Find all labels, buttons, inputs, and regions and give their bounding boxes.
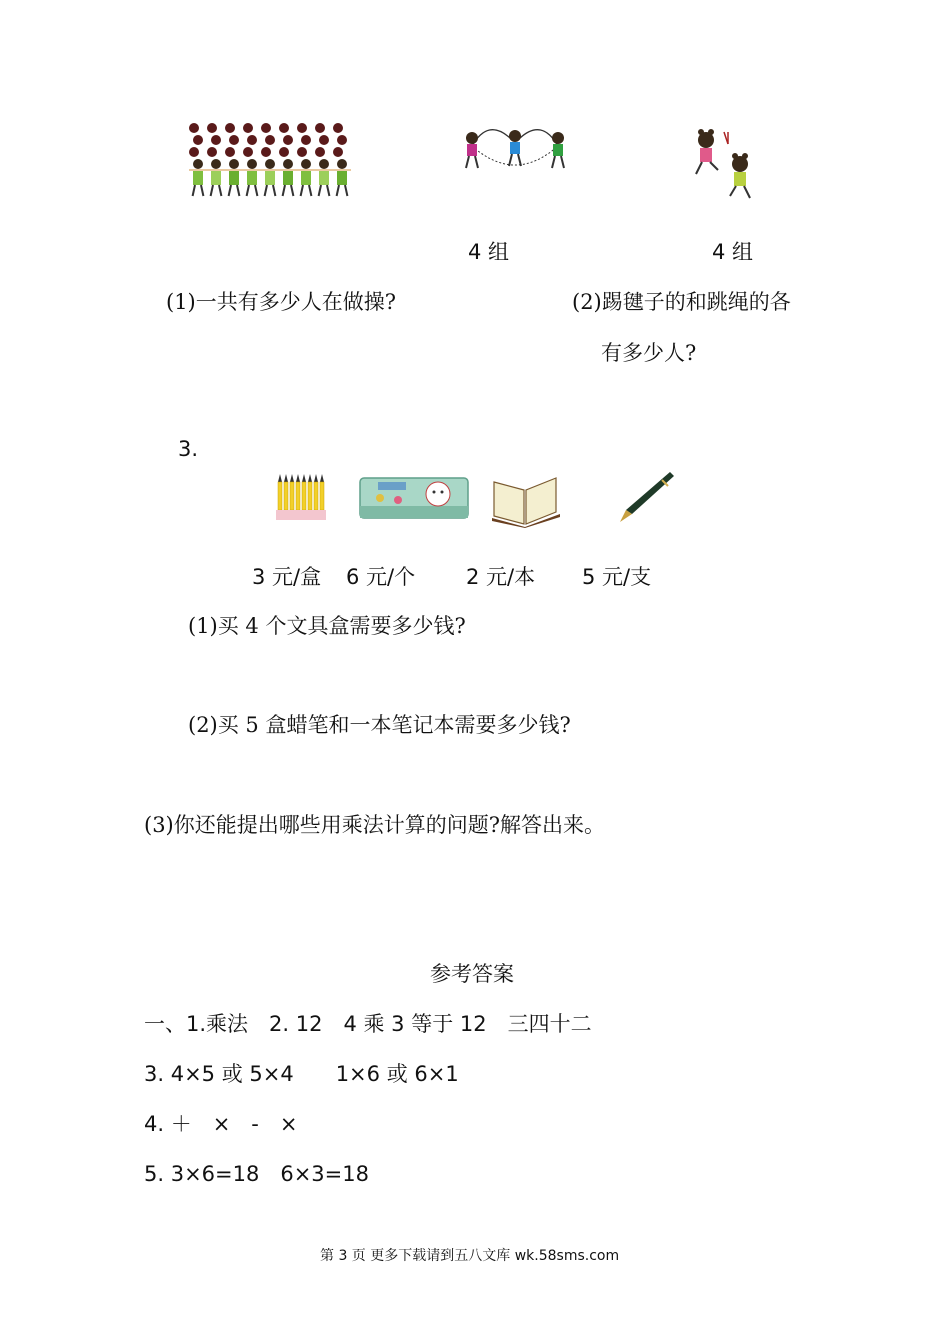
- problem3-number: 3.: [178, 437, 199, 461]
- jump-rope-icon: [458, 124, 572, 174]
- answers-title: 参考答案: [430, 962, 514, 986]
- answer-line-3: 4. ＋ × - ×: [144, 1112, 298, 1136]
- answer-line-1: 一、1.乘法 2. 12 4 乘 3 等于 12 三四十二: [144, 1012, 592, 1036]
- problem3-question-3: (3)你还能提出哪些用乘法计算的问题?解答出来。: [144, 813, 606, 837]
- price-pencil-case: 6 元/个: [346, 565, 416, 589]
- answer-line-4: 5. 3×6=18 6×3=18: [144, 1162, 369, 1186]
- fountain-pen-icon: [612, 470, 674, 524]
- problem3-question-1: (1)买 4 个文具盒需要多少钱?: [188, 614, 466, 638]
- crayon-box-icon: [276, 474, 326, 520]
- price-notebook: 2 元/本: [466, 565, 536, 589]
- shuttlecock-kick-icon: [688, 126, 764, 202]
- price-crayons: 3 元/盒: [252, 565, 322, 589]
- notebook-icon: [490, 472, 562, 528]
- problem3-question-2: (2)买 5 盒蜡笔和一本笔记本需要多少钱?: [188, 713, 571, 737]
- price-pen: 5 元/支: [582, 565, 652, 589]
- page-footer: 第 3 页 更多下载请到五八文库 wk.58sms.com: [320, 1248, 620, 1264]
- problem2-question-1: (1)一共有多少人在做操?: [166, 290, 397, 314]
- group-label-jump-rope: 4 组: [468, 240, 510, 264]
- problem2-question-2-line2: 有多少人?: [601, 341, 697, 365]
- exercise-crowd-icon: [186, 122, 352, 202]
- answer-line-2: 3. 4×5 或 5×4 1×6 或 6×1: [144, 1062, 459, 1086]
- pencil-case-icon: [358, 476, 470, 520]
- problem2-question-2-line1: (2)踢毽子的和跳绳的各: [572, 290, 791, 314]
- group-label-shuttlecock: 4 组: [712, 240, 754, 264]
